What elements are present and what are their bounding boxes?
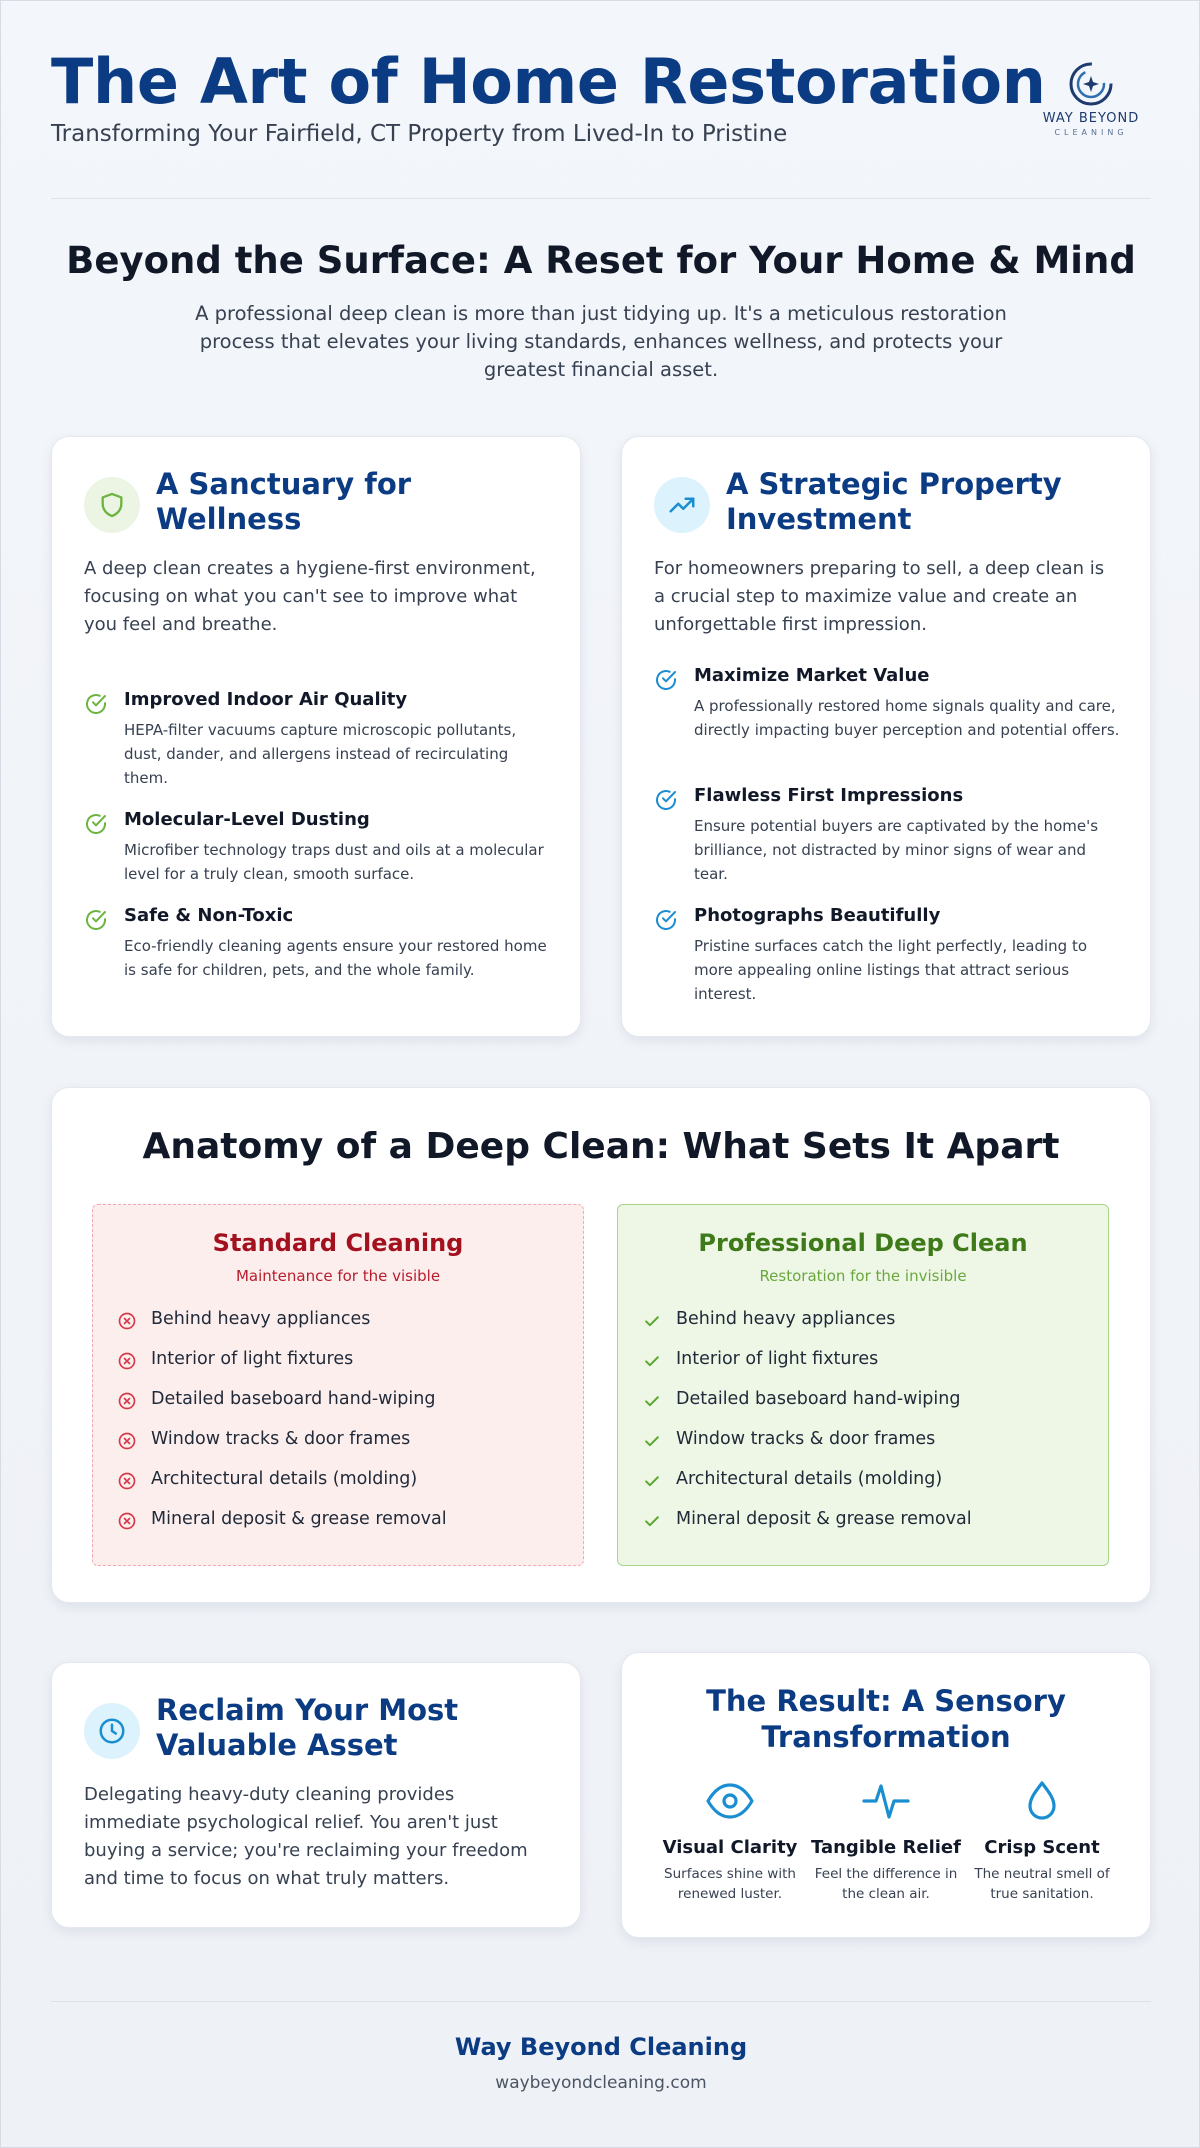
intro-section [1, 239, 1200, 384]
feature-title: Photographs Beautifully [694, 905, 941, 926]
list-item-label: Detailed baseboard hand-wiping [151, 1389, 436, 1409]
list-item [117, 1305, 583, 1345]
list-item-label: Window tracks & door frames [676, 1429, 936, 1449]
wellness-feature [84, 905, 550, 982]
standard-cleaning-panel [92, 1204, 584, 1566]
standard-title: Standard Cleaning [212, 1229, 464, 1257]
wellness-feature [84, 689, 550, 790]
anatomy-card [51, 1087, 1151, 1603]
list-item-label: Mineral deposit & grease removal [676, 1509, 972, 1529]
standard-subtitle: Maintenance for the visible [235, 1267, 441, 1285]
trending-up-icon [667, 490, 697, 520]
list-item [642, 1465, 1108, 1505]
reclaim-text: Delegating heavy-duty cleaning provides immediate psychological relief. You aren't just buying a service; you're reclaiming your freedom and time to focus on what truly matters. [84, 1784, 528, 1889]
list-item [642, 1345, 1108, 1385]
check-icon [642, 1391, 662, 1411]
investment-feature [654, 785, 1120, 886]
investment-badge [654, 477, 710, 533]
intro-heading: Beyond the Surface: A Reset for Your Home & Mind [66, 239, 1136, 282]
droplet-icon [1017, 1781, 1067, 1821]
list-item [117, 1345, 583, 1385]
list-item-label: Interior of light fixtures [676, 1349, 879, 1369]
sense-text: Surfaces shine with renewed luster. [664, 1866, 796, 1902]
sense-item [808, 1781, 964, 1904]
pulse-icon [861, 1781, 911, 1821]
footer-url[interactable]: waybeyondcleaning.com [495, 2073, 707, 2093]
list-item [642, 1505, 1108, 1545]
x-circle-icon [117, 1431, 137, 1451]
list-item-label: Behind heavy appliances [676, 1309, 896, 1329]
list-item [117, 1505, 583, 1545]
feature-title: Molecular-Level Dusting [124, 809, 370, 830]
check-icon [642, 1351, 662, 1371]
feature-title: Safe & Non-Toxic [124, 905, 294, 926]
list-item-label: Architectural details (molding) [676, 1469, 943, 1489]
list-item-label: Behind heavy appliances [151, 1309, 371, 1329]
professional-list [618, 1305, 1108, 1545]
logo-swirl-icon [1066, 59, 1116, 109]
investment-description: For homeowners preparing to sell, a deep clean is a crucial step to maximize value and create an unforgettable first impression. [654, 558, 1105, 635]
page-subtitle: Transforming Your Fairfield, CT Property from Lived-In to Pristine [51, 121, 788, 147]
company-logo [1031, 59, 1151, 139]
investment-title: A Strategic Property Investment [726, 467, 1062, 536]
feature-text: Pristine surfaces catch the light perfectly, leading to more appealing online listings that attract serious interest. [694, 937, 1088, 1003]
list-item-label: Window tracks & door frames [151, 1429, 411, 1449]
list-item [117, 1385, 583, 1425]
wellness-feature [84, 809, 550, 886]
list-item [642, 1305, 1108, 1345]
feature-text: A professionally restored home signals quality and care, directly impacting buyer perception and potential offers. [694, 697, 1120, 739]
header [51, 39, 1151, 149]
investment-card [621, 436, 1151, 1037]
shield-icon [98, 491, 126, 519]
sense-item [652, 1781, 808, 1904]
x-circle-icon [117, 1471, 137, 1491]
list-item-label: Interior of light fixtures [151, 1349, 354, 1369]
feature-text: Ensure potential buyers are captivated by the home's brilliance, not distracted by minor signs of wear and tear. [694, 817, 1099, 883]
x-circle-icon [117, 1511, 137, 1531]
list-item-label: Detailed baseboard hand-wiping [676, 1389, 961, 1409]
wellness-badge [84, 477, 140, 533]
check-icon [642, 1471, 662, 1491]
check-circle-icon [654, 788, 678, 812]
professional-subtitle: Restoration for the invisible [759, 1267, 967, 1285]
footer-divider [51, 2001, 1151, 2002]
header-divider [51, 198, 1151, 199]
check-circle-icon [654, 908, 678, 932]
check-icon [642, 1431, 662, 1451]
sense-title: Visual Clarity [662, 1837, 798, 1858]
feature-text: Eco-friendly cleaning agents ensure your restored home is safe for children, pets, and the whole family. [124, 937, 547, 979]
sense-title: Crisp Scent [984, 1837, 1100, 1858]
x-circle-icon [117, 1351, 137, 1371]
check-circle-icon [654, 668, 678, 692]
logo-tagline: CLEANING [1054, 128, 1128, 137]
page-title: The Art of Home Restoration [51, 45, 1046, 118]
check-icon [642, 1511, 662, 1531]
reclaim-title: Reclaim Your Most Valuable Asset [156, 1693, 459, 1762]
professional-clean-panel [617, 1204, 1109, 1566]
list-item [642, 1385, 1108, 1425]
result-card [621, 1652, 1151, 1938]
wellness-title: A Sanctuary for Wellness [156, 467, 412, 536]
list-item [642, 1425, 1108, 1465]
reclaim-badge [84, 1703, 140, 1759]
reclaim-card [51, 1662, 581, 1928]
check-icon [642, 1311, 662, 1331]
clock-icon [97, 1716, 127, 1746]
investment-feature [654, 665, 1120, 742]
footer-brand: Way Beyond Cleaning [454, 2033, 748, 2061]
investment-feature [654, 905, 1120, 1006]
sense-text: Feel the difference in the clean air. [814, 1866, 958, 1902]
logo-name: WAY BEYOND [1042, 111, 1140, 126]
feature-text: Microfiber technology traps dust and oils at a molecular level for a truly clean, smooth surface. [124, 841, 544, 883]
sense-text: The neutral smell of true sanitation. [974, 1866, 1110, 1902]
intro-text: A professional deep clean is more than just tidying up. It's a meticulous restoration process that elevates your living standards, enhances wellness, and protects your greatest financial asset. [195, 302, 1007, 381]
feature-title: Improved Indoor Air Quality [124, 689, 408, 710]
wellness-card [51, 436, 581, 1037]
professional-title: Professional Deep Clean [698, 1229, 1028, 1257]
list-item-label: Mineral deposit & grease removal [151, 1509, 447, 1529]
check-circle-icon [84, 812, 108, 836]
result-title: The Result: A Sensory Transformation [706, 1684, 1066, 1754]
sense-item [964, 1781, 1120, 1904]
x-circle-icon [117, 1391, 137, 1411]
check-circle-icon [84, 692, 108, 716]
footer [1, 2033, 1200, 2093]
standard-list [93, 1305, 583, 1545]
feature-text: HEPA-filter vacuums capture microscopic pollutants, dust, dander, and allergens instead of recirculating them. [124, 721, 517, 787]
sense-title: Tangible Relief [811, 1837, 961, 1858]
anatomy-title: Anatomy of a Deep Clean: What Sets It Apart [142, 1126, 1060, 1167]
feature-title: Maximize Market Value [694, 665, 930, 686]
x-circle-icon [117, 1311, 137, 1331]
check-circle-icon [84, 908, 108, 932]
list-item-label: Architectural details (molding) [151, 1469, 418, 1489]
list-item [117, 1425, 583, 1465]
list-item [117, 1465, 583, 1505]
wellness-description: A deep clean creates a hygiene-first environment, focusing on what you can't see to improve what you feel and breathe. [84, 558, 536, 635]
eye-icon [705, 1781, 755, 1821]
feature-title: Flawless First Impressions [694, 785, 964, 806]
